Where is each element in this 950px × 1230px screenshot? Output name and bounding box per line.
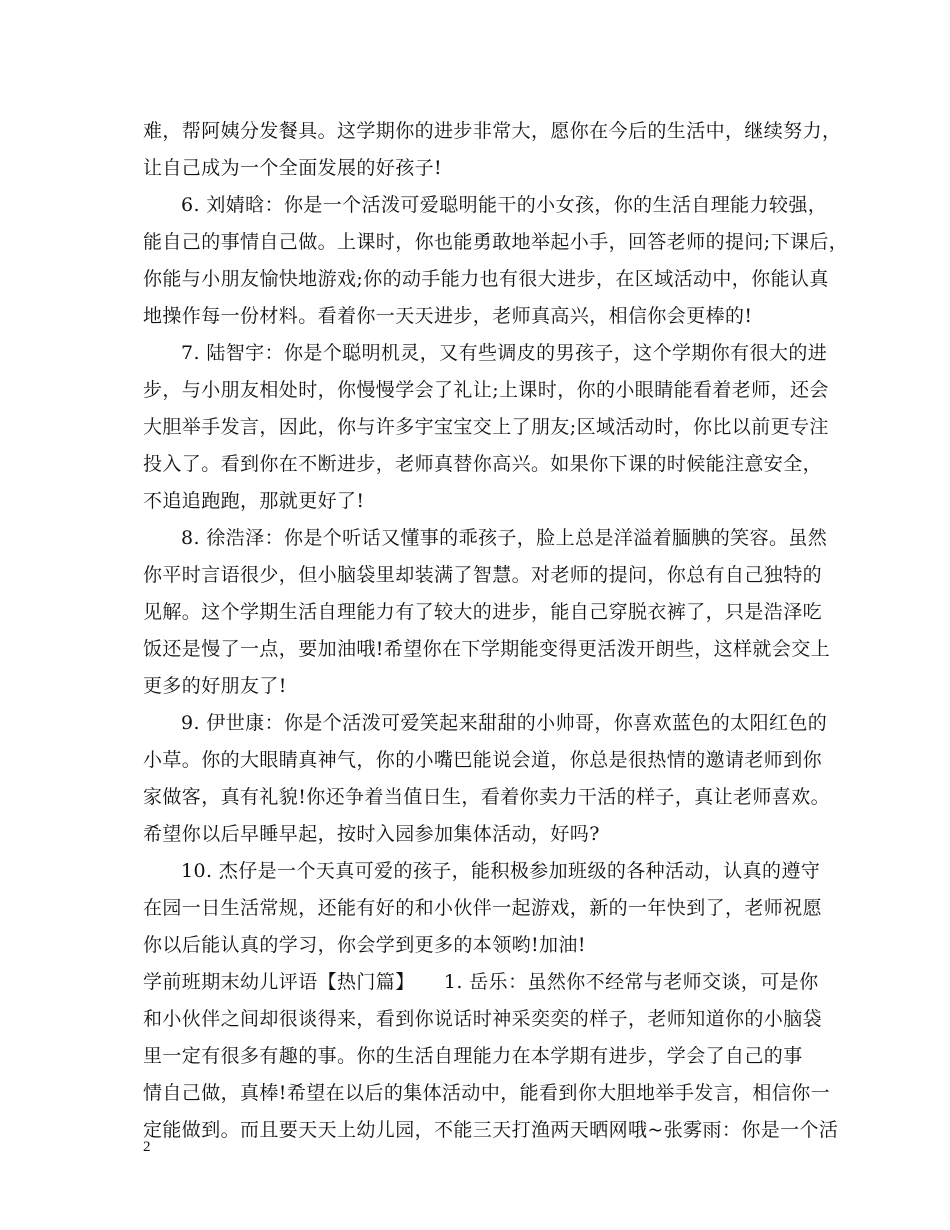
- text-line: 定能做到。而且要天天上幼儿园，不能三天打渔两天晒网哦~张雾雨：你是一个活: [143, 1119, 839, 1141]
- text-line: 你平时言语很少，但小脑袋里却装满了智慧。对老师的提问，你总有自己独特的: [143, 564, 823, 586]
- text-line: 情自己做，真棒!希望在以后的集体活动中，能看到你大胆地举手发言，相信你一: [143, 1082, 831, 1104]
- text-line: 难，帮阿姨分发餐具。这学期你的进步非常大，愿你在今后的生活中，继续努力，: [143, 120, 842, 142]
- text-line: 让自己成为一个全面发展的好孩子!: [143, 157, 443, 179]
- text-line: 9. 伊世康：你是个活泼可爱笑起来甜甜的小帅哥，你喜欢蓝色的太阳红色的: [181, 712, 828, 734]
- text-line: 见解。这个学期生活自理能力有了较大的进步，能自己穿脱衣裤了，只是浩泽吃: [143, 601, 823, 623]
- text-line: 家做客，真有礼貌!你还争着当值日生，看着你卖力干活的样子，真让老师喜欢。: [143, 786, 831, 808]
- text-line: 你以后能认真的学习，你会学到更多的本领哟!加油!: [143, 934, 586, 956]
- text-line: 饭还是慢了一点，要加油哦!希望你在下学期能变得更活泼开朗些，这样就会交上: [143, 638, 831, 660]
- text-line: 更多的好朋友了!: [143, 675, 287, 697]
- text-line: 大胆举手发言，因此，你与许多宇宝宝交上了朋友;区域活动时，你比以前更专注: [143, 416, 829, 438]
- text-line: 和小伙伴之间却很谈得来，看到你说话时神采奕奕的样子，老师知道你的小脑袋: [143, 1008, 823, 1030]
- page-number: 2: [143, 1139, 151, 1155]
- text-line: 不追追跑跑，那就更好了!: [143, 490, 365, 512]
- text-line: 6. 刘婧晗：你是一个活泼可爱聪明能干的小女孩，你的生活自理能力较强，: [181, 194, 828, 216]
- text-line: 小草。你的大眼睛真神气，你的小嘴巴能说会道，你总是很热情的邀请老师到你: [143, 749, 823, 771]
- text-line: 投入了。看到你在不断进步，老师真替你高兴。如果你下课的时候能注意安全，: [143, 453, 823, 475]
- text-line: 步，与小朋友相处时，你慢慢学会了礼让;上课时，你的小眼睛能看着老师，还会: [143, 379, 829, 401]
- text-line: 8. 徐浩泽：你是个听话又懂事的乖孩子，脸上总是洋溢着腼腆的笑容。虽然: [181, 527, 828, 549]
- text-line: 你能与小朋友愉快地游戏;你的动手能力也有很大进步，在区域活动中，你能认真: [143, 268, 829, 290]
- text-line: 里一定有很多有趣的事。你的生活自理能力在本学期有进步，学会了自己的事: [143, 1045, 803, 1067]
- text-line: 7. 陆智宇：你是个聪明机灵，又有些调皮的男孩子，这个学期你有很大的进: [181, 342, 828, 364]
- text-line: 地操作每一份材料。看着你一天天进步，老师真高兴，相信你会更棒的!: [143, 305, 753, 327]
- text-line: 10. 杰仔是一个天真可爱的孩子，能积极参加班级的各种活动，认真的遵守: [181, 860, 821, 882]
- text-line: 能自己的事情自己做。上课时，你也能勇敢地举起小手，回答老师的提问;下课后，: [143, 231, 849, 253]
- section-heading-line: 学前班期末幼儿评语【热门篇】 1. 岳乐：虽然你不经常与老师交谈，可是你: [143, 971, 819, 993]
- text-line: 希望你以后早睡早起，按时入园参加集体活动，好吗?: [143, 823, 600, 845]
- text-line: 在园一日生活常规，还能有好的和小伙伴一起游戏，新的一年快到了，老师祝愿: [143, 897, 823, 919]
